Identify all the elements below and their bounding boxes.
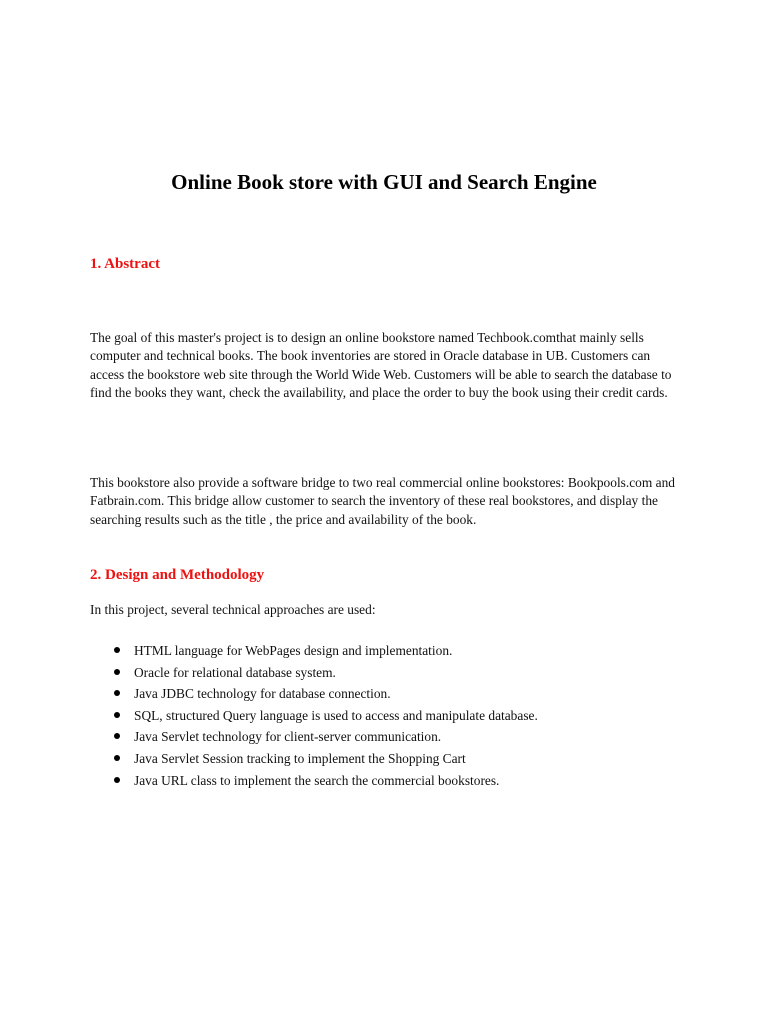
abstract-paragraph-1: The goal of this master's project is to design an online bookstore named Techbook.comthat mainly sells computer and technical books. The book inventories are stored in Oracle database in UB. Customers can access the bookstore web site through the World Wide Web. Customers will be able to search the database to find the books they want, check the availability, and place the order to buy the book using their credit cards. <box>90 330 672 400</box>
bullet-icon <box>114 755 120 761</box>
list-item-text: Java Servlet Session tracking to implement the Shopping Cart <box>134 750 466 766</box>
list-item <box>114 705 694 727</box>
list-item-text: Java URL class to implement the search the commercial bookstores. <box>134 772 500 788</box>
bullet-icon <box>114 712 120 718</box>
list-item-text: Oracle for relational database system. <box>134 664 336 680</box>
section-heading-abstract: 1. Abstract <box>90 256 160 272</box>
bullet-icon <box>114 669 120 675</box>
bullet-icon <box>114 647 120 653</box>
list-item-text: Java JDBC technology for database connection. <box>134 686 391 702</box>
document-title: Online Book store with GUI and Search Engine <box>171 170 597 194</box>
bullet-icon <box>114 777 120 783</box>
section-heading-design-methodology: 2. Design and Methodology <box>90 567 265 583</box>
bullet-icon <box>114 690 120 696</box>
list-item <box>114 683 694 705</box>
list-item <box>114 726 694 748</box>
design-intro-paragraph: In this project, several technical approaches are used: <box>90 602 376 617</box>
list-item <box>114 770 694 792</box>
list-item <box>114 748 694 770</box>
list-item-text: SQL, structured Query language is used to access and manipulate database. <box>134 707 538 723</box>
list-item <box>114 662 694 684</box>
list-item-text: Java Servlet technology for client-server communication. <box>134 729 442 745</box>
technical-approaches-list <box>114 640 694 791</box>
list-item <box>114 640 694 662</box>
abstract-paragraph-2: This bookstore also provide a software bridge to two real commercial online bookstores: Bookpools.com and Fatbrain.com. This bridge allow customer to search the inventory of these real bookstores, and display the searching results such as the title , the price and availability of the book. <box>90 475 675 527</box>
bullet-icon <box>114 733 120 739</box>
list-item-text: HTML language for WebPages design and implementation. <box>134 643 453 658</box>
